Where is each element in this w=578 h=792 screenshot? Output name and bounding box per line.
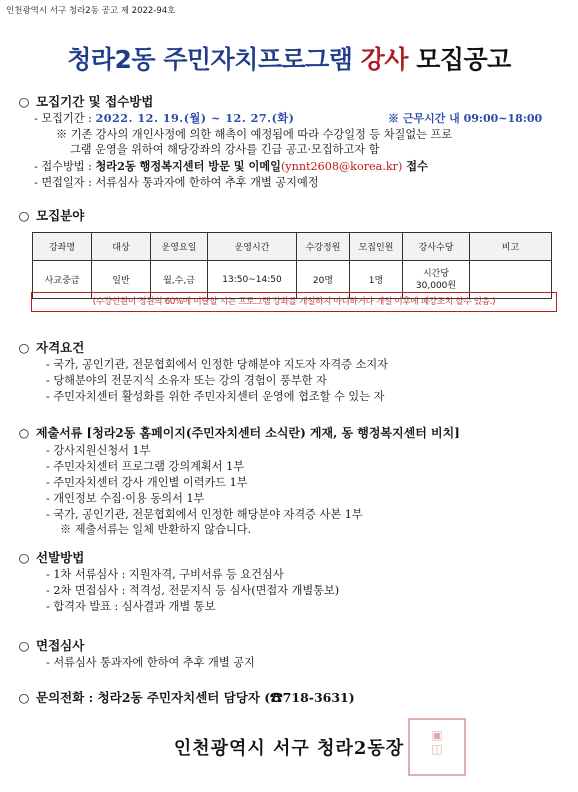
section-field-heading: ○ 모집분야 bbox=[18, 208, 85, 223]
period-note-1: ※ 기존 강사의 개인사정에 의한 해촉이 예정됨에 따라 수강일정 등 차질없는 프로 bbox=[56, 128, 453, 141]
interview-date: - 면접일자 : 서류심사 통과자에 한하여 추후 개별 공지예정 bbox=[34, 176, 319, 189]
table-cell: 시간당 30,000원 bbox=[403, 261, 470, 299]
table-cell: 13:50~14:50 bbox=[208, 261, 297, 299]
table-cell: 1명 bbox=[350, 261, 403, 299]
list-item: - 개인정보 수집·이용 동의서 1부 bbox=[46, 492, 205, 505]
section-contact-heading: ○ 문의전화 : 청라2동 주민자치센터 담당자 (☎718-3631) bbox=[18, 690, 355, 705]
circle-bullet-icon: ○ bbox=[18, 426, 30, 440]
list-item: - 주민자치센터 활성화를 위한 주민자치센터 운영에 협조할 수 있는 자 bbox=[46, 390, 385, 403]
documents-note: ※ 제출서류는 일체 반환하지 않습니다. bbox=[60, 523, 252, 536]
page-title bbox=[0, 40, 578, 76]
col-header: 수강정원 bbox=[297, 233, 350, 261]
official-seal-icon: ▣ ◫ bbox=[408, 718, 466, 776]
table-header-row bbox=[33, 233, 552, 261]
title-part-1: 청라2동 주민자치프로그램 bbox=[67, 45, 361, 74]
circle-bullet-icon: ○ bbox=[18, 550, 30, 565]
section-qualification-heading: ○ 자격요건 bbox=[18, 340, 85, 355]
col-header: 강좌명 bbox=[33, 233, 92, 261]
apply-method: - 접수방법 : 청라2동 행정복지센터 방문 및 이메일(ynnt2608@korea.kr) 접수 bbox=[34, 159, 428, 173]
circle-bullet-icon: ○ bbox=[18, 340, 30, 355]
section-interview-heading: ○ 면접심사 bbox=[18, 638, 85, 653]
col-header: 운영요일 bbox=[151, 233, 208, 261]
title-part-3: 모집공고 bbox=[407, 45, 511, 74]
list-item: - 2차 면접심사 : 적격성, 전문지식 등 심사(면접자 개별통보) bbox=[46, 584, 340, 597]
section-selection-heading: ○ 선발방법 bbox=[18, 550, 85, 565]
title-part-2: 강사 bbox=[360, 45, 408, 74]
period-line: - 모집기간 : 2022. 12. 19.(월) ~ 12. 27.(화) bbox=[34, 111, 295, 125]
circle-bullet-icon: ○ bbox=[18, 638, 30, 653]
section-period-heading: ○ 모집기간 및 접수방법 bbox=[18, 94, 154, 109]
circle-bullet-icon: ○ bbox=[18, 690, 30, 705]
enrollment-warning: (수강인원이 정원의 60%에 미달할 시는 프로그램 강좌를 개설하지 아니하거나 개설 이후에 폐강조치 할수 있음.) bbox=[31, 292, 557, 312]
recruit-table bbox=[32, 232, 552, 299]
period-note-2: 그램 운영을 위하여 해당강좌의 강사를 긴급 공고·모집하고자 함 bbox=[70, 143, 380, 156]
list-item: - 합격자 발표 : 심사결과 개별 통보 bbox=[46, 600, 216, 613]
office-hours: ※ 근무시간 내 09:00~18:00 bbox=[388, 112, 543, 125]
table-cell: 20명 bbox=[297, 261, 350, 299]
table-cell: 일반 bbox=[92, 261, 151, 299]
email-address[interactable]: (ynnt2608@korea.kr) bbox=[280, 160, 403, 173]
list-item: - 주민자치센터 프로그램 강의계획서 1부 bbox=[46, 460, 245, 473]
col-header: 모집인원 bbox=[350, 233, 403, 261]
list-item: - 강사지원신청서 1부 bbox=[46, 444, 151, 457]
circle-bullet-icon: ○ bbox=[18, 94, 30, 109]
section-documents-heading: ○ 제출서류 [청라2동 홈페이지(주민자치센터 소식란) 게재, 동 행정복지센터 비치] bbox=[18, 426, 460, 440]
list-item: - 1차 서류심사 : 지원자격, 구비서류 등 요건심사 bbox=[46, 568, 284, 581]
table-cell: 사교중급 bbox=[33, 261, 92, 299]
col-header: 강사수당 bbox=[403, 233, 470, 261]
col-header: 운영시간 bbox=[208, 233, 297, 261]
notice-number: 인천광역시 서구 청라2동 공고 제 2022-94호 bbox=[6, 6, 176, 16]
table-cell: 월,수,금 bbox=[151, 261, 208, 299]
list-item: - 국가, 공인기관, 전문협회에서 인정한 당해분야 지도자 자격증 소지자 bbox=[46, 358, 388, 371]
issuer-signature: 인천광역시 서구 청라2동장 bbox=[173, 738, 405, 759]
period-dates: 2022. 12. 19.(월) ~ 12. 27.(화) bbox=[95, 111, 295, 125]
list-item: - 주민자치센터 강사 개인별 이력카드 1부 bbox=[46, 476, 248, 489]
col-header: 비고 bbox=[470, 233, 552, 261]
circle-bullet-icon: ○ bbox=[18, 208, 30, 223]
list-item: - 서류심사 통과자에 한하여 추후 개별 공지 bbox=[46, 656, 255, 669]
list-item: - 당해분야의 전문지식 소유자 또는 강의 경험이 풍부한 자 bbox=[46, 374, 327, 387]
col-header: 대상 bbox=[92, 233, 151, 261]
list-item: - 국가, 공인기관, 전문협회에서 인정한 해당분야 자격증 사본 1부 bbox=[46, 508, 363, 521]
